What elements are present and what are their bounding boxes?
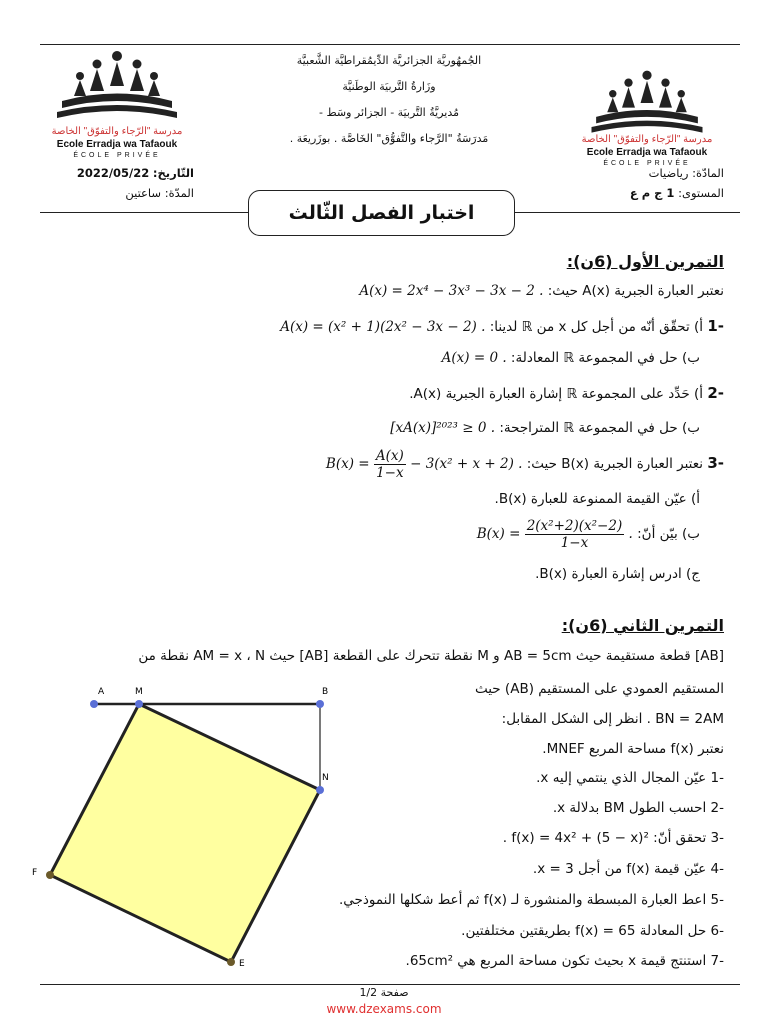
ex1-q3b: ب) بيّن أنّ: B(x) = $\frac{\text{2(x²+2)(x²−2)}}{1-x}$ . — [476, 518, 700, 551]
logo-sub-text: ÉCOLE PRIVÉE — [73, 152, 161, 159]
logo-latin-text: Ecole Erradja wa Tafaouk — [586, 147, 708, 158]
logo-sub-text: ÉCOLE PRIVÉE — [603, 160, 691, 167]
header-republic: الجُمهُوريَّة الجزائريَّة الدِّيمُقراطيَّة الشَّعبيَّة — [296, 54, 482, 67]
ex2-p4: نعتبر f(x) مساحة المربع MNEF. — [542, 741, 724, 757]
ex2-p1: [AB] قطعة مستقيمة حيث AB = 5cm و M نقطة تتحرك على القطعة [AB] حيث AM = x ، N نقطة من — [138, 648, 724, 664]
point-b — [316, 700, 324, 708]
duration-label: المدّة: ساعتين — [125, 186, 194, 200]
point-a — [90, 700, 98, 708]
page-title: اختبار الفصل الثّالث — [248, 190, 515, 236]
logo-arabic-text: مدرسة "الرّجاء والتفوّق" الخاصة — [51, 126, 183, 137]
label-n: N — [322, 773, 329, 783]
ex2-q6: -6 حل المعادلة f(x) = 65 بطريقتين مختلفتين. — [461, 923, 724, 939]
ex2-q7: -7 استنتج قيمة x بحيث تكون مساحة المربع هي 65cm². — [405, 953, 724, 969]
ex1-intro-math: A(x) = 2x⁴ − 3x³ − 3x − 2 . — [359, 283, 544, 299]
ex2-heading: التمرين الثاني (6ن): — [561, 616, 724, 635]
point-n — [316, 786, 324, 794]
ex2-q1: -1 عيّن المجال الذي ينتمي إليه x. — [536, 770, 724, 786]
label-m: M — [135, 687, 143, 697]
ex2-q5: -5 اعط العبارة المبسطة والمنشورة لـ f(x) ثم أعط شكلها النموذجي. — [338, 892, 724, 908]
level-row — [630, 186, 724, 200]
date-label: التّاريخ: — [152, 166, 194, 180]
ex1-q1b: ب) حل في المجموعة ℝ المعادلة: A(x) = 0 . — [441, 350, 700, 366]
ex1-intro: نعتبر العبارة الجبرية A(x) حيث: A(x) = 2x⁴ − 3x³ − 3x − 2 . — [359, 283, 724, 299]
top-rule — [40, 44, 740, 45]
point-e — [227, 958, 235, 966]
ex2-q3: -3 تحقق أنّ: f(x) = 4x² + (5 − x)² . — [502, 830, 724, 846]
site-url[interactable]: www.dzexams.com — [326, 1002, 442, 1016]
footer-rule — [40, 984, 740, 985]
ex2-q2: -2 احسب الطول BM بدلالة x. — [552, 800, 724, 816]
school-logo-left — [42, 46, 192, 166]
ex1-q3-math: B(x) = $\frac{A(x)}{1-x}$ − 3(x² + x + 2) . — [325, 448, 523, 481]
label-b: B — [322, 687, 329, 697]
square-mnef — [50, 704, 320, 962]
level-value: 1 ج م ع — [629, 186, 675, 200]
fraction: $\frac{\text{2(x²+2)(x²−2)}}{1-x}$ — [526, 518, 623, 551]
ex1-q2a: -2 أ) حَدِّد على المجموعة ℝ إشارة العبارة الجبرية A(x). — [409, 384, 724, 402]
page-number: صفحة 1/2 — [359, 986, 409, 999]
logo-latin-text: Ecole Erradja wa Tafaouk — [56, 139, 178, 150]
ex2-q4: -4 عيّن قيمة f(x) من أجل x = 3. — [532, 861, 724, 877]
logo-emblem-icon — [42, 46, 192, 126]
level-label: المستوى: — [678, 186, 724, 200]
ex2-p3: BN = 2AM . انظر إلى الشكل المقابل: — [501, 711, 724, 727]
label-a: A — [98, 687, 105, 697]
ex1-q1a: -1 أ) تحقّق أنّه من أجل كل x من ℝ لدينا: A(x) = (x² + 1)(2x² − 3x − 2) . — [280, 317, 724, 335]
header-ministry: وزَارةُ التَّربيَة الوطَنيَّة — [342, 80, 436, 93]
ex1-heading: التمرين الأول (6ن): — [566, 252, 724, 271]
logo-emblem-icon — [572, 66, 722, 140]
date-row — [74, 166, 194, 180]
ex2-p2: المستقيم العمودي على المستقيم (AB) حيث — [474, 681, 724, 697]
ex1-q2b: ب) حل في المجموعة ℝ المتراجحة: [xA(x)]²⁰²³ ≥ 0 . — [390, 420, 700, 436]
square-figure — [28, 680, 338, 970]
date-value: 2022/05/22 — [76, 166, 150, 180]
header-school: مَدرَسَةُ "الرَّجاء والتَّفوُّق" الخَاصَّة . بوزَريعَة . — [289, 132, 489, 145]
ex1-q3c: ج) ادرس إشارة العبارة B(x). — [535, 566, 700, 582]
fraction: $\frac{A(x)}{1-x}$ — [375, 448, 404, 481]
label-e: E — [239, 959, 245, 969]
logo-arabic-text: مدرسة "الرّجاء والتفوّق" الخاصة — [581, 134, 713, 145]
label-f: F — [32, 868, 38, 878]
ex1-q3: -3 نعتبر العبارة الجبرية B(x) حيث: B(x) = $\frac{A(x)}{1-x}$ − 3(x² + x + 2) . — [325, 448, 724, 481]
point-m — [135, 700, 143, 708]
ex1-q3a: أ) عيّن القيمة الممنوعة للعبارة B(x). — [494, 491, 700, 507]
point-f — [46, 871, 54, 879]
subject-label: المادّة: رياضيات — [648, 166, 724, 180]
header-directorate: مُديريَّةُ التَّربيَة - الجزائر وسَط - — [319, 106, 459, 119]
